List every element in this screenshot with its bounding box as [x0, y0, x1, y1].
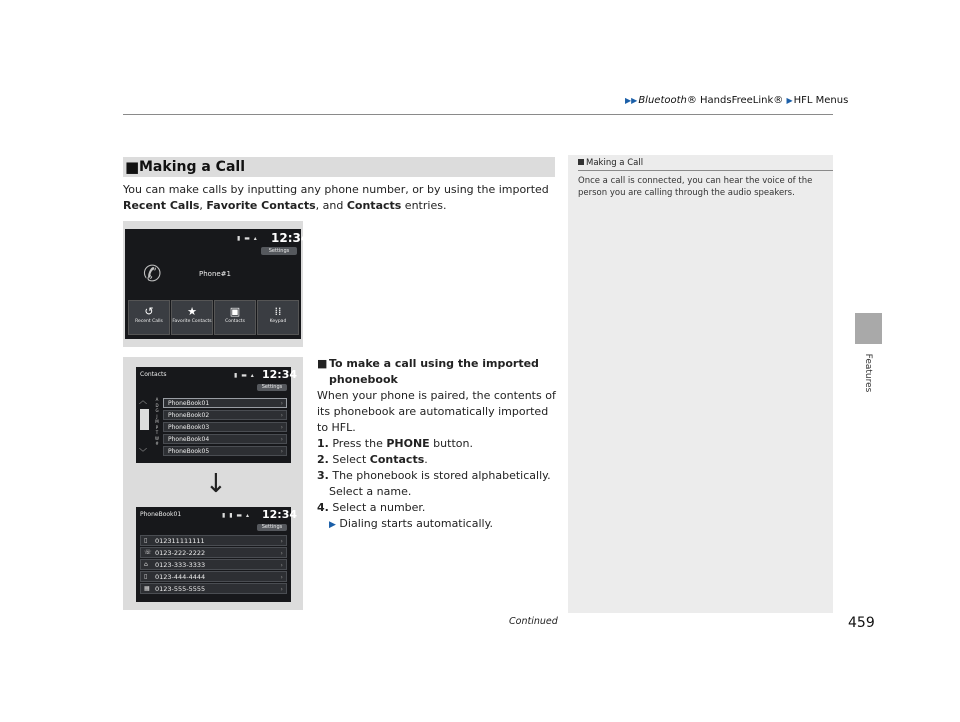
- star-icon: ★: [187, 305, 197, 318]
- section-heading: [123, 157, 555, 177]
- alphabet-index[interactable]: A D G J M P T W #: [155, 397, 159, 446]
- note-marker-icon: [578, 159, 584, 165]
- chevron-right-icon: ›: [280, 412, 283, 419]
- steps-block: [317, 356, 557, 533]
- scrollbar-thumb[interactable]: [140, 409, 149, 430]
- recent-calls-button[interactable]: ↺ Recent Calls: [128, 300, 170, 335]
- chevron-right-icon: ›: [280, 448, 283, 455]
- phone-screen: [125, 229, 310, 339]
- header-rule: [123, 114, 833, 115]
- breadcrumb-arrow-icon: ▶: [786, 96, 793, 105]
- scroll-down-icon[interactable]: ﹀: [139, 448, 147, 457]
- page-number: 459: [848, 615, 875, 631]
- phone-name: Phone#1: [199, 270, 232, 278]
- table-row[interactable]: ▦ 0123-555-5555 ›: [140, 583, 287, 594]
- note-rule: [578, 170, 833, 171]
- step-4-result: ▶ Dialing starts automatically.: [329, 517, 494, 530]
- breadcrumb-arrow-icon: ▶▶: [625, 96, 638, 105]
- list-item[interactable]: PhoneBook04 ›: [163, 434, 287, 444]
- table-row[interactable]: ⌂ 0123-333-3333 ›: [140, 559, 287, 570]
- table-row[interactable]: ☏ 0123-222-2222 ›: [140, 547, 287, 558]
- home-icon: ⌂: [144, 561, 148, 568]
- breadcrumb-bluetooth: Bluetooth: [638, 95, 687, 106]
- status-icons: ▮ ▬ ▴: [237, 235, 258, 242]
- keypad-button[interactable]: ⁞⁞ Keypad: [257, 300, 299, 335]
- favorite-contacts-button[interactable]: ★ Favorite Contacts: [171, 300, 213, 335]
- clock: 12:34: [271, 231, 310, 245]
- settings-button[interactable]: Settings: [257, 384, 287, 391]
- section-title: Making a Call: [139, 159, 245, 175]
- keypad-icon: ⁞⁞: [274, 305, 282, 318]
- chevron-right-icon: ›: [280, 549, 283, 557]
- phone-icon: ☏: [144, 549, 152, 556]
- chapter-tab-label: Features: [863, 353, 873, 393]
- contacts-screen-title: Contacts: [140, 371, 167, 378]
- square-bullet-icon: ■: [125, 158, 140, 176]
- work-icon: ▦: [144, 585, 150, 592]
- contacts-icon: ▣: [229, 305, 241, 318]
- chevron-right-icon: ›: [280, 424, 283, 431]
- numbers-screen-title: PhoneBook01: [140, 511, 182, 518]
- phone-screen-figure: [123, 221, 310, 347]
- down-arrow-icon: ↓: [205, 469, 227, 499]
- numbers-screen: [136, 507, 298, 602]
- mobile-icon: ▯: [144, 537, 148, 544]
- chapter-tab-marker: [855, 313, 882, 344]
- chevron-right-icon: ›: [280, 537, 283, 545]
- chevron-right-icon: ›: [280, 436, 283, 443]
- result-arrow-icon: ▶: [329, 520, 336, 530]
- step-1: 1. Press the PHONE button.: [317, 437, 473, 450]
- status-icons: ▮ ▮ ▬ ▴: [222, 512, 251, 519]
- list-item[interactable]: PhoneBook05 ›: [163, 446, 287, 456]
- phone-handset-icon: ✆: [143, 262, 162, 287]
- table-row[interactable]: ▯ 012311111111 ›: [140, 535, 287, 546]
- clock: 12:34: [262, 508, 298, 521]
- subsection-title: ■ To make a call using the imported phonebook: [317, 357, 539, 386]
- breadcrumb-hfl-brand: ® HandsFreeLink®: [686, 95, 784, 106]
- contacts-button[interactable]: ▣ Contacts: [214, 300, 256, 335]
- settings-button[interactable]: Settings: [257, 524, 287, 531]
- list-item[interactable]: PhoneBook03 ›: [163, 422, 287, 432]
- settings-button[interactable]: Settings: [261, 247, 297, 255]
- mobile-icon: ▯: [144, 573, 148, 580]
- continued-label: Continued: [509, 616, 558, 627]
- chevron-right-icon: ›: [280, 573, 283, 581]
- history-icon: ↺: [144, 305, 154, 318]
- chevron-right-icon: ›: [280, 400, 283, 407]
- scroll-up-icon[interactable]: ︿: [139, 396, 147, 405]
- list-item[interactable]: PhoneBook01 ›: [163, 398, 287, 408]
- clock: 12:34: [262, 368, 298, 381]
- note-heading: Making a Call: [578, 158, 643, 168]
- step-2: 2. Select Contacts.: [317, 453, 428, 466]
- contacts-screen: [136, 367, 298, 463]
- note-body: Once a call is connected, you can hear the voice of the person you are calling through the audio speakers.: [578, 176, 813, 198]
- step-4: 4. Select a number.: [317, 501, 426, 514]
- phonebook-screens-figure: [123, 357, 303, 610]
- list-item[interactable]: PhoneBook02 ›: [163, 410, 287, 420]
- status-icons: ▮ ▬ ▴: [234, 372, 255, 379]
- intro-paragraph: You can make calls by inputting any phone number, or by using the imported Recent Calls, Favorite Contacts, and Contacts entries.: [123, 183, 549, 212]
- side-note: [568, 155, 833, 613]
- square-bullet-icon: ■: [317, 357, 328, 370]
- steps-description: When your phone is paired, the contents of its phonebook are automatically imported to HFL.: [317, 389, 556, 434]
- table-row[interactable]: ▯ 0123-444-4444 ›: [140, 571, 287, 582]
- chevron-right-icon: ›: [280, 585, 283, 593]
- breadcrumb-hfl-menus: HFL Menus: [793, 95, 849, 106]
- chevron-right-icon: ›: [280, 561, 283, 569]
- step-3-sub: Select a name.: [329, 485, 412, 498]
- breadcrumb: [625, 95, 848, 106]
- step-3: 3. The phonebook is stored alphabetically.: [317, 469, 551, 482]
